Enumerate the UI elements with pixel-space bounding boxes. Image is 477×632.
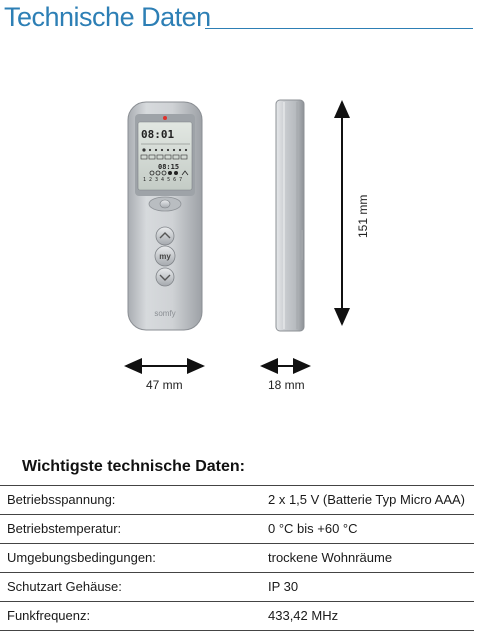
table-row [0, 601, 474, 631]
spec-key: Umgebungsbedingungen: [7, 550, 156, 565]
table-row [0, 572, 474, 601]
specs-heading: Wichtigste technische Daten: [22, 458, 246, 475]
width-label: 47 mm [146, 378, 183, 392]
remote-side [276, 100, 304, 331]
select-button[interactable] [149, 197, 181, 211]
screen-clock: 08:15 [158, 163, 180, 171]
height-label: 151 mm [356, 194, 370, 238]
table-row [0, 543, 474, 572]
depth-label: 18 mm [268, 378, 305, 392]
spec-value: IP 30 [268, 579, 299, 594]
spec-value: 0 °C bis +60 °C [268, 521, 358, 536]
page-header [0, 0, 477, 40]
my-button-label: my [159, 252, 171, 261]
spec-value: 2 x 1,5 V (Batterie Typ Micro AAA) [268, 492, 466, 507]
screen-time: 08:01 [141, 128, 175, 141]
my-button[interactable] [155, 246, 175, 266]
table-row [0, 514, 474, 543]
brand-logo: somfy [154, 309, 176, 318]
remote-front [128, 102, 202, 330]
spec-key: Schutzart Gehäuse: [7, 579, 122, 594]
spec-value: trockene Wohnräume [268, 550, 393, 565]
remote-drawing [0, 80, 477, 400]
down-button[interactable] [156, 268, 174, 286]
product-illustration [0, 80, 477, 400]
spec-key: Betriebstemperatur: [7, 521, 122, 536]
spec-key: Betriebsspannung: [7, 492, 116, 507]
header-divider [205, 28, 473, 29]
specs-table [0, 485, 474, 631]
page-title: Technische Daten [4, 2, 211, 32]
screen-days: 1 2 3 4 5 6 7 [143, 177, 183, 183]
table-row [0, 485, 474, 514]
spec-value: 433,42 MHz [268, 608, 339, 623]
up-button[interactable] [156, 227, 174, 245]
spec-key: Funkfrequenz: [7, 608, 91, 623]
